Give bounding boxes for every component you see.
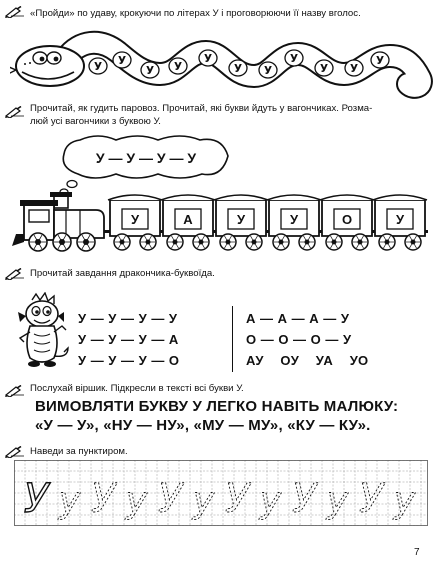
wagon-letter: У (289, 212, 299, 227)
snake-letter-spot (345, 60, 363, 76)
wheel (29, 233, 47, 251)
trace-letter: У (358, 476, 384, 522)
snake-letter: У (263, 65, 273, 77)
trace-letter: у (58, 480, 81, 521)
task3-right-row-1: А — А — А — У (246, 311, 350, 326)
task3-right-row-2: О — О — О — У (246, 332, 352, 347)
trace-letter: У (157, 476, 183, 522)
task3-instruction: Прочитай завдання дракончика-буквоїда. (30, 268, 215, 279)
pencil-icon (4, 385, 24, 397)
snake-letter: У (145, 65, 155, 77)
wheel (77, 233, 95, 251)
page-number: 7 (414, 547, 420, 558)
snake-letter-spot (285, 50, 303, 66)
tracing-grid (14, 460, 428, 526)
task1-instruction: «Пройди» по удаву, крокуючи по літерах У і проговорюючи її назву вголос. (30, 8, 361, 19)
snake-letter-spot (371, 52, 389, 68)
task2-instruction-line2: люй усі вагончики з буквою У. (30, 116, 161, 127)
wagon (373, 195, 428, 250)
wagon (108, 195, 163, 250)
task3-left-row-2: У — У — У — А (78, 332, 179, 347)
snake-letter: У (349, 63, 359, 75)
trace-letter: У (90, 476, 116, 522)
snake-letter-spot (169, 58, 187, 74)
wagon-letter: О (341, 212, 353, 227)
trace-letter: У (224, 476, 250, 522)
snake-letter-spot (199, 50, 217, 66)
trace-letter: у (393, 480, 416, 521)
snake-letter: У (93, 61, 103, 73)
snake-letter: У (203, 53, 213, 65)
trace-letter: у (326, 480, 349, 521)
snake-letter: У (117, 55, 127, 67)
wagon-letter: У (236, 212, 246, 227)
wagon (161, 195, 216, 250)
task3-left-row-1: У — У — У — У (78, 311, 178, 326)
snake-letter: У (319, 63, 329, 75)
dragon-illustration (12, 292, 72, 372)
task4-instruction: Послухай віршик. Підкресли в тексті всі букви У. (30, 383, 244, 394)
pencil-icon (4, 6, 24, 18)
train-illustration (8, 134, 438, 256)
trace-letter: у (192, 480, 215, 521)
snake-letter-spot (259, 62, 277, 78)
snake-letter-spot (141, 62, 159, 78)
snake-letter: У (289, 53, 299, 65)
wagon (267, 195, 322, 250)
wagon-letter: А (183, 212, 193, 227)
steam-text: У — У — У — У (95, 150, 197, 166)
poem-line-2: «У — У», «НУ — НУ», «МУ — МУ», «КУ — КУ». (35, 417, 371, 434)
trace-letter: У (23, 476, 49, 522)
snake-letter-spot (113, 52, 131, 68)
pencil-icon (4, 106, 24, 118)
trace-letter: у (259, 480, 282, 521)
poem-line-1: ВИМОВЛЯТИ БУКВУ У ЛЕГКО НАВІТЬ МАЛЮКУ: (35, 398, 399, 415)
wagon (320, 195, 375, 250)
wheel (53, 233, 71, 251)
snake-letter-spot (315, 60, 333, 76)
wagon (214, 195, 269, 250)
task2-instruction-line1: Прочитай, як гудить паровоз. Прочитай, які букви йдуть у вагончиках. Розма- (30, 103, 373, 114)
snake-letter-spot (89, 58, 107, 74)
snake-letter-spot (229, 60, 247, 76)
trace-letter: У (291, 476, 317, 522)
snake-letter: У (233, 63, 243, 75)
task5-instruction: Наведи за пунктиром. (30, 446, 128, 457)
task3-right-row-3: АУ ОУ УА УО (246, 353, 369, 368)
trace-letter: у (125, 480, 148, 521)
task3-divider (232, 306, 233, 372)
wagon-letter: У (395, 212, 405, 227)
pencil-icon (4, 268, 24, 280)
snake-letter: У (173, 61, 183, 73)
wagon-letter: У (130, 212, 140, 227)
snake-letter: У (375, 55, 385, 67)
pencil-icon (4, 446, 24, 458)
task3-left-row-3: У — У — У — О (78, 353, 180, 368)
snake-illustration (10, 30, 435, 100)
